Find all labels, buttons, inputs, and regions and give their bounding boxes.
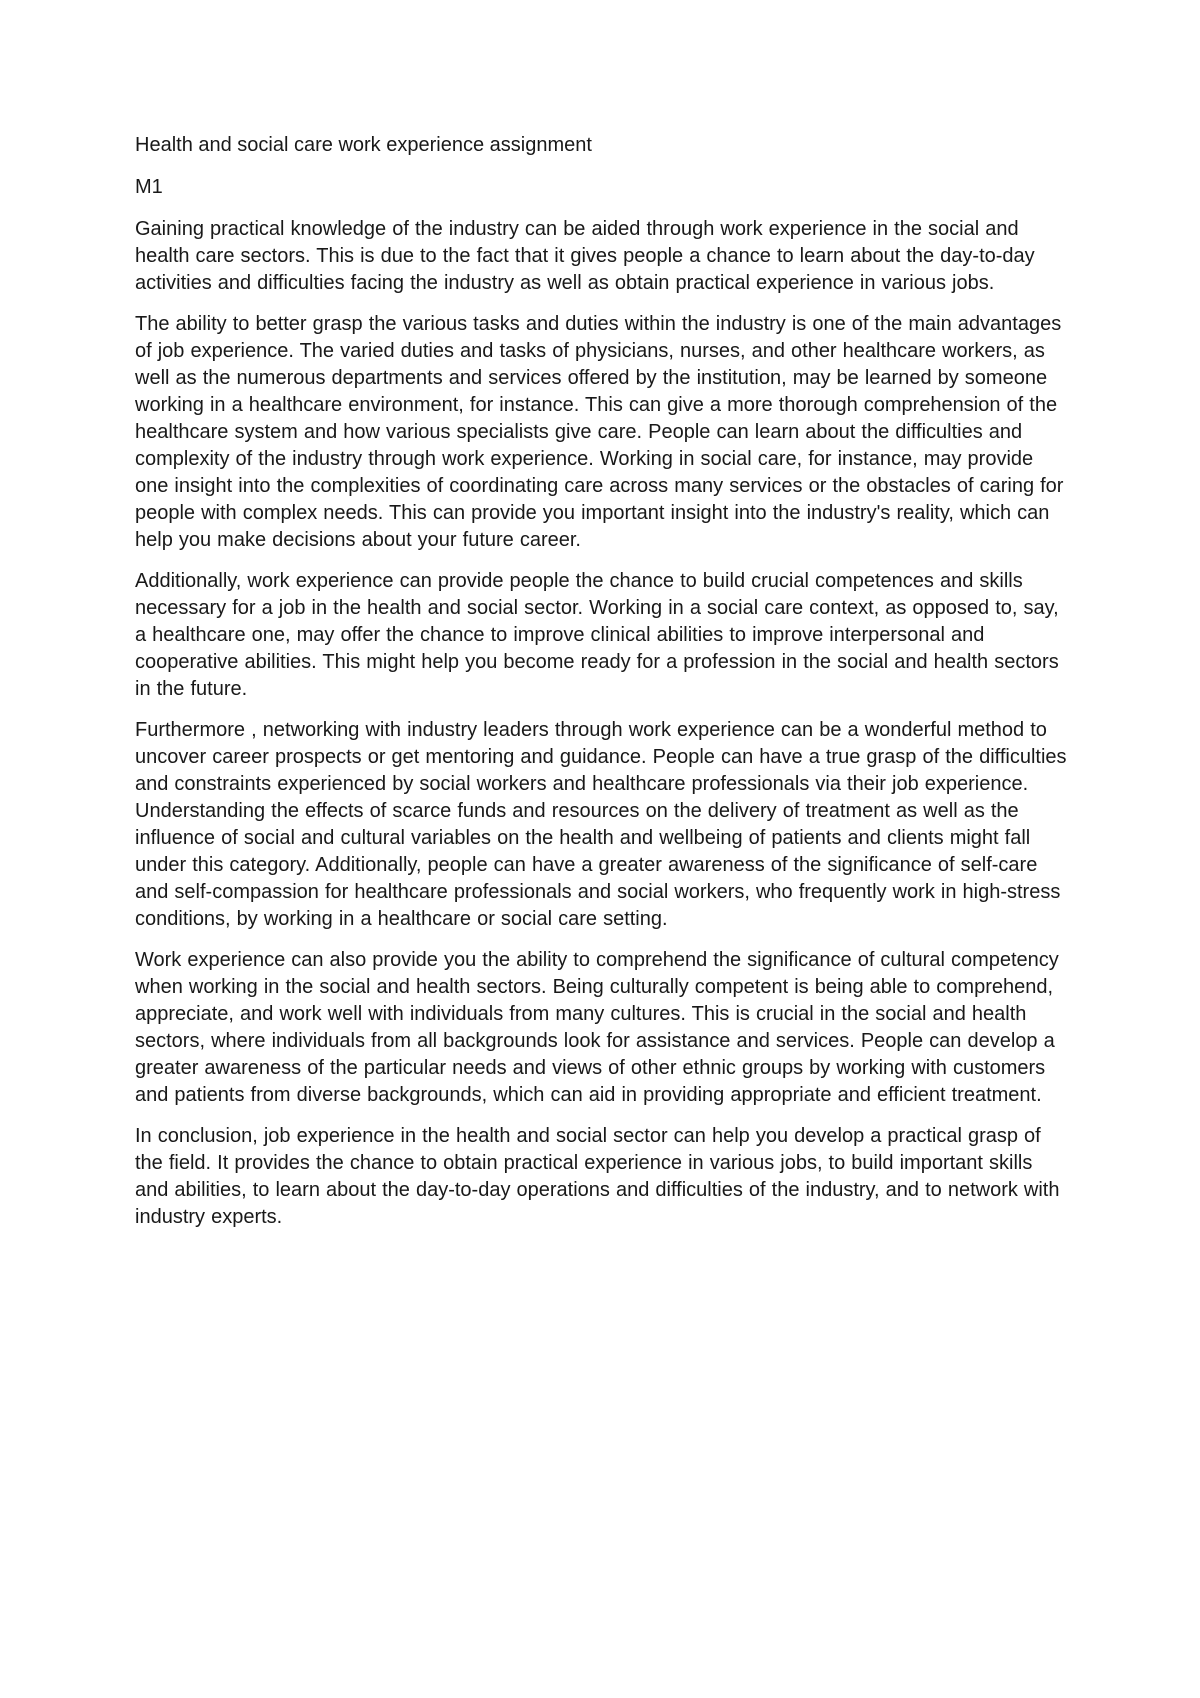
section-label-m1: M1 xyxy=(135,176,163,198)
document-content xyxy=(135,132,1068,1245)
paragraph-conclusion: In conclusion, job experience in the health and social sector can help you develop a practical grasp of the field. It provides the chance to obtain practical experience in various jobs, to build important skills and abilities, to learn about the day-to-day operations and difficulties of the industry, and to network with industry experts. xyxy=(135,1125,1060,1228)
document-title: Health and social care work experience assignment xyxy=(135,134,592,156)
paragraph-competences-skills: Additionally, work experience can provide people the chance to build crucial competences and skills necessary for a job in the health and social sector. Working in a social care context, as opposed to, say, a healthcare one, may offer the chance to improve clinical abilities to improve interpersonal and cooperative abilities. This might help you become ready for a profession in the social and health sectors in the future. xyxy=(135,570,1059,700)
paragraph-cultural-competency: Work experience can also provide you the ability to comprehend the significance of cultural competency when working in the social and health sectors. Being culturally competent is being able to comprehend, appreciate, and work well with individuals from many cultures. This is crucial in the social and health sectors, where individuals from all backgrounds look for assistance and services. People can develop a greater awareness of the particular needs and views of other ethnic groups by working with customers and patients from diverse backgrounds, which can aid in providing appropriate and efficient treatment. xyxy=(135,949,1059,1106)
paragraph-intro: Gaining practical knowledge of the industry can be aided through work experience in the social and health care sectors. This is due to the fact that it gives people a chance to learn about the day-to-day activities and difficulties facing the industry as well as obtain practical experience in various jobs. xyxy=(135,218,1035,294)
paragraph-tasks-duties: The ability to better grasp the various tasks and duties within the industry is one of the main advantages of job experience. The varied duties and tasks of physicians, nurses, and other healthcare workers, as well as the numerous departments and services offered by the institution, may be learned by someone working in a healthcare environment, for instance. This can give a more thorough comprehension of the healthcare system and how various specialists give care. People can learn about the difficulties and complexity of the industry through work experience. Working in social care, for instance, may provide one insight into the complexities of coordinating care across many services or the obstacles of caring for people with complex needs. This can provide you important insight into the industry's reality, which can help you make decisions about your future career. xyxy=(135,313,1064,551)
paragraph-networking: Furthermore , networking with industry leaders through work experience can be a wonderful method to uncover career prospects or get mentoring and guidance. People can have a true grasp of the difficulties and constraints experienced by social workers and healthcare professionals via their job experience. Understanding the effects of scarce funds and resources on the delivery of treatment as well as the influence of social and cultural variables on the health and wellbeing of patients and clients might fall under this category. Additionally, people can have a greater awareness of the significance of self-care and self-compassion for healthcare professionals and social workers, who frequently work in high-stress conditions, by working in a healthcare or social care setting. xyxy=(135,719,1067,930)
